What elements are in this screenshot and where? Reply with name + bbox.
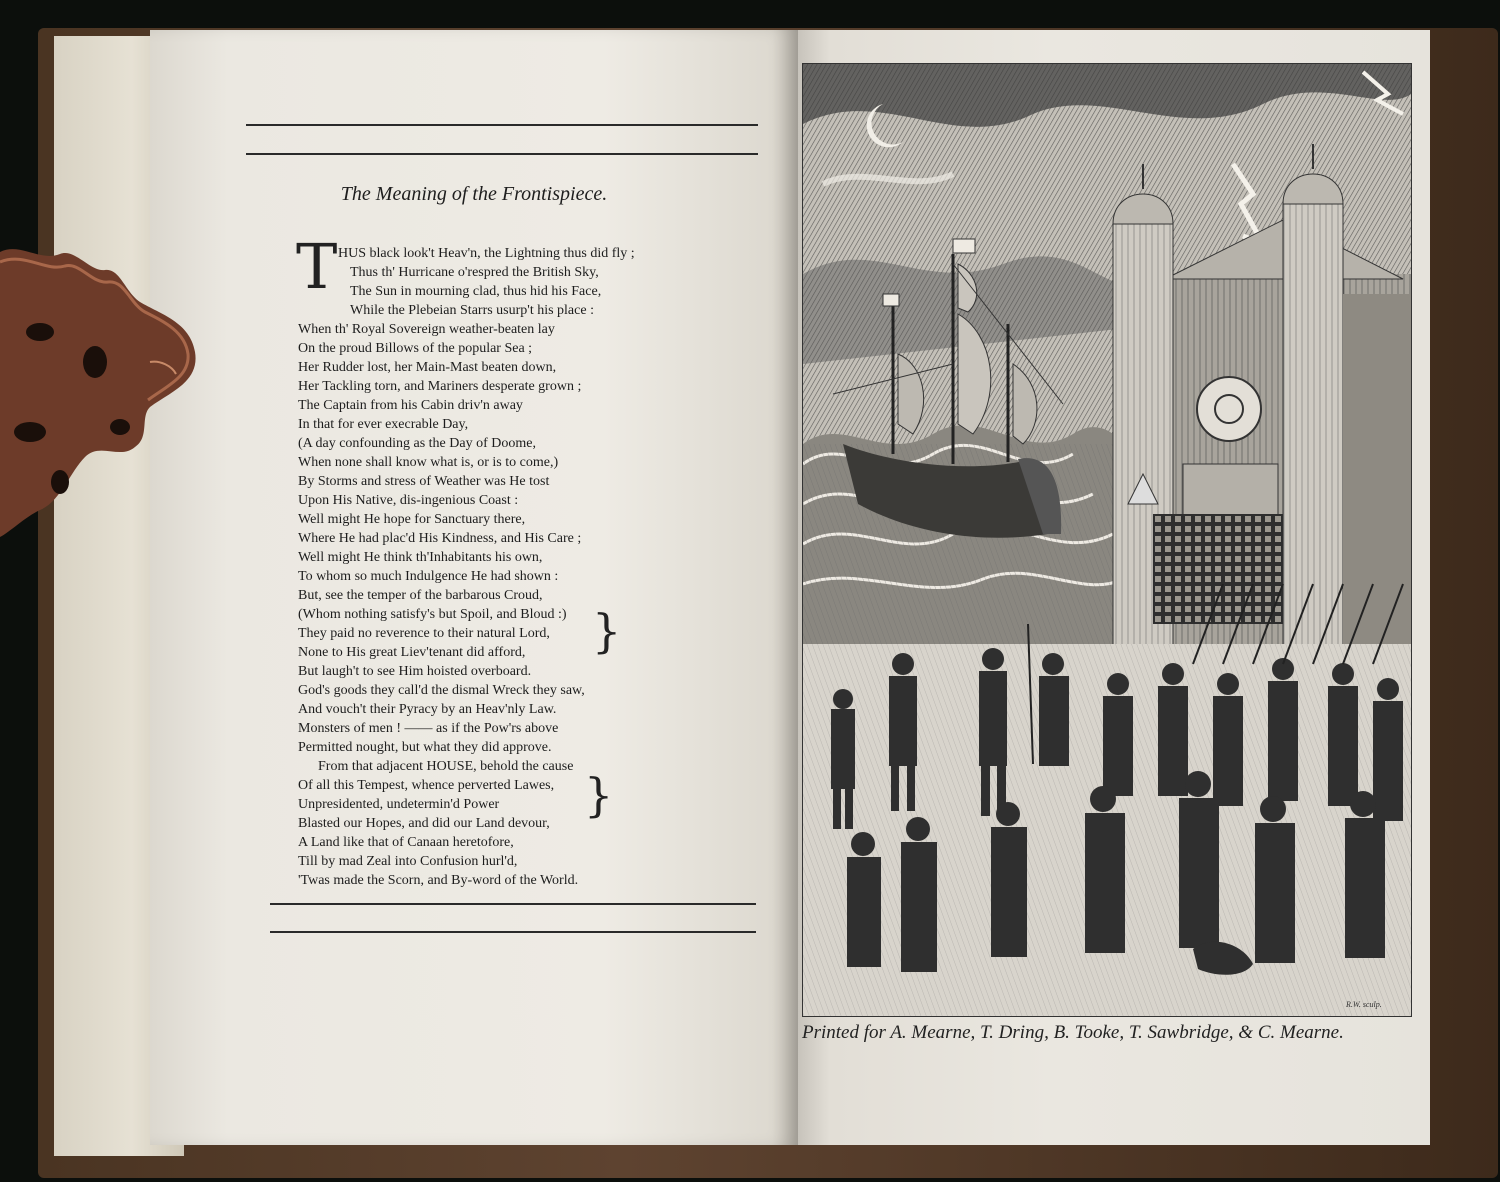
poem-line: Thus th' Hurricane o'respred the British Sky, [350,265,599,280]
poem-line: 'Twas made the Scorn, and By-word of the World. [298,873,579,888]
poem-line: On the proud Billows of the popular Sea ; [298,341,533,356]
poem-line: Her Tackling torn, and Mariners desperate grown ; [298,379,582,394]
poem-line: HUS black look't Heav'n, the Lightning thus did fly ; [338,246,635,261]
triplet-brace: } [592,604,622,658]
poem-line: (A day confounding as the Day of Doome, [298,436,536,451]
poem-line: When th' Royal Sovereign weather-beaten lay [298,322,555,337]
poem-line: Monsters of men ! —— as if the Pow'rs above [298,721,559,736]
poem-line: None to His great Liev'tenant did afford, [298,645,526,660]
engraver-signature: R.W. sculp. [1346,1000,1382,1009]
poem-line: And vouch't their Pyracy by an Heav'nly Law. [298,702,557,717]
metal-clasp [0,232,200,548]
printer-imprint: Printed for A. Mearne, T. Dring, B. Tooke, T. Sawbridge, & C. Mearne. [802,1022,1344,1043]
bottom-rule-2 [270,931,756,933]
poem-line: Where He had plac'd His Kindness, and His Care ; [298,531,582,546]
page-title: The Meaning of the Frontispiece. [340,183,608,205]
poem-line: But, see the temper of the barbarous Croud, [298,588,543,603]
frontispiece-engraving [802,63,1412,1017]
poem-line: Well might He hope for Sanctuary there, [298,512,526,527]
poem-line: (Whom nothing satisfy's but Spoil, and Bloud :) [298,607,567,622]
poem-line: Her Rudder lost, her Main-Mast beaten down, [298,360,557,375]
poem-line: Till by mad Zeal into Confusion hurl'd, [298,854,518,869]
poem-line: A Land like that of Canaan heretofore, [298,835,514,850]
poem-line: Blasted our Hopes, and did our Land devour, [298,816,550,831]
poem-line: Upon His Native, dis-ingenious Coast : [298,493,519,508]
poem-line: The Captain from his Cabin driv'n away [298,398,523,413]
top-rule-2 [246,153,758,155]
triplet-brace: } [584,768,614,822]
poem-line: God's goods they call'd the dismal Wreck they saw, [298,683,585,698]
poem-line: But laugh't to see Him hoisted overboard. [298,664,532,679]
poem-line: While the Plebeian Starrs usurp't his place : [350,303,594,318]
drop-cap: T [296,230,338,303]
poem-line: From that adjacent HOUSE, behold the cause [318,759,574,774]
poem-line: Permitted nought, but what they did approve. [298,740,552,755]
poem-line: Of all this Tempest, whence perverted Lawes, [298,778,555,793]
poem-line: Unpresidented, undetermin'd Power [298,797,500,812]
top-rule-1 [246,124,758,126]
bottom-rule-1 [270,903,756,905]
poem-line: When none shall know what is, or is to come,) [298,455,559,470]
poem-line: In that for ever execrable Day, [298,417,469,432]
poem-line: By Storms and stress of Weather was He tost [298,474,550,489]
poem-line: Well might He think th'Inhabitants his own, [298,550,543,565]
poem-line: The Sun in mourning clad, thus hid his Face, [350,284,602,299]
poem-line: They paid no reverence to their natural Lord, [298,626,550,641]
poem-line: To whom so much Indulgence He had shown : [298,569,559,584]
